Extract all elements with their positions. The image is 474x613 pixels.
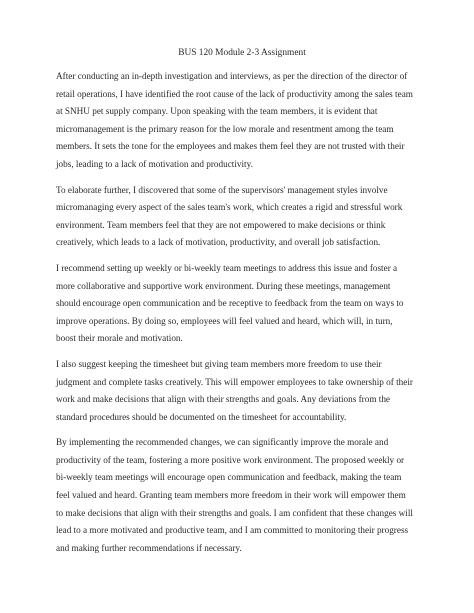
text-line: boost their morale and motivation. xyxy=(56,333,183,344)
text-line: judgment and complete tasks creatively. This will empower employees to take ownership of their xyxy=(56,376,413,387)
text-line: improve operations. By doing so, employees will feel valued and heard, which will, in turn, xyxy=(56,315,393,326)
text-line: and making further recommendations if necessary. xyxy=(56,542,242,553)
text-line: feel valued and heard. Granting team members more freedom in their work will empower them xyxy=(56,490,406,501)
text-line: bi-weekly team meetings will encourage open communication and feedback, making the team xyxy=(56,472,402,483)
paragraph xyxy=(56,356,428,426)
text-line: creatively, which leads to a lack of motivation, productivity, and overall job satisfaction. xyxy=(56,237,381,248)
text-line: I also suggest keeping the timesheet but giving team members more freedom to use their xyxy=(56,358,382,369)
text-line: After conducting an in-depth investigation and interviews, as per the direction of the director of xyxy=(56,71,408,81)
text-line: standard procedures should be documented on the timesheet for accountability. xyxy=(56,411,347,422)
text-line: jobs, leading to a lack of motivation and productivity. xyxy=(56,158,253,169)
text-line: micromanaging every aspect of the sales team's work, which creates a rigid and stressful work xyxy=(56,202,403,213)
text-line: should encourage open communication and be receptive to feedback from the team on ways to xyxy=(56,298,404,309)
text-line: more collaborative and supportive work environment. During these meetings, management xyxy=(56,280,391,291)
paragraph xyxy=(56,434,428,557)
text-line: environment. Team members feel that they are not empowered to make decisions or think xyxy=(56,219,386,230)
text-line: lead to a more motivated and productive team, and I am committed to monitoring their progress xyxy=(56,525,409,536)
text-line: at SNHU pet supply company. Upon speaking with the team members, it is evident that xyxy=(56,106,378,117)
text-line: to make decisions that align with their strengths and goals. I am confident that these changes will xyxy=(56,507,413,518)
text-line: To elaborate further, I discovered that some of the supervisors' management styles involve xyxy=(56,184,388,195)
paragraph xyxy=(56,260,428,348)
text-line: members. It sets the tone for the employees and makes them feel they are not trusted with their xyxy=(56,141,405,152)
paragraph xyxy=(56,68,428,174)
text-line: By implementing the recommended changes, we can significantly improve the morale and xyxy=(56,437,389,448)
text-line: productivity of the team, fostering a more positive work environment. The proposed weekly or xyxy=(56,454,405,465)
document-page xyxy=(56,46,428,565)
text-line: micromanagement is the primary reason for the low morale and resentment among the team xyxy=(56,123,394,134)
document-title: BUS 120 Module 2-3 Assignment xyxy=(178,48,306,58)
text-line: retail operations, I have identified the root cause of the lack of productivity among the sales team xyxy=(56,88,413,99)
document-body xyxy=(56,68,428,557)
text-line: work and make decisions that align with their strengths and goals. Any deviations from the xyxy=(56,394,391,405)
paragraph xyxy=(56,182,428,252)
text-line: I recommend setting up weekly or bi-weekly team meetings to address this issue and foster a xyxy=(56,262,398,273)
